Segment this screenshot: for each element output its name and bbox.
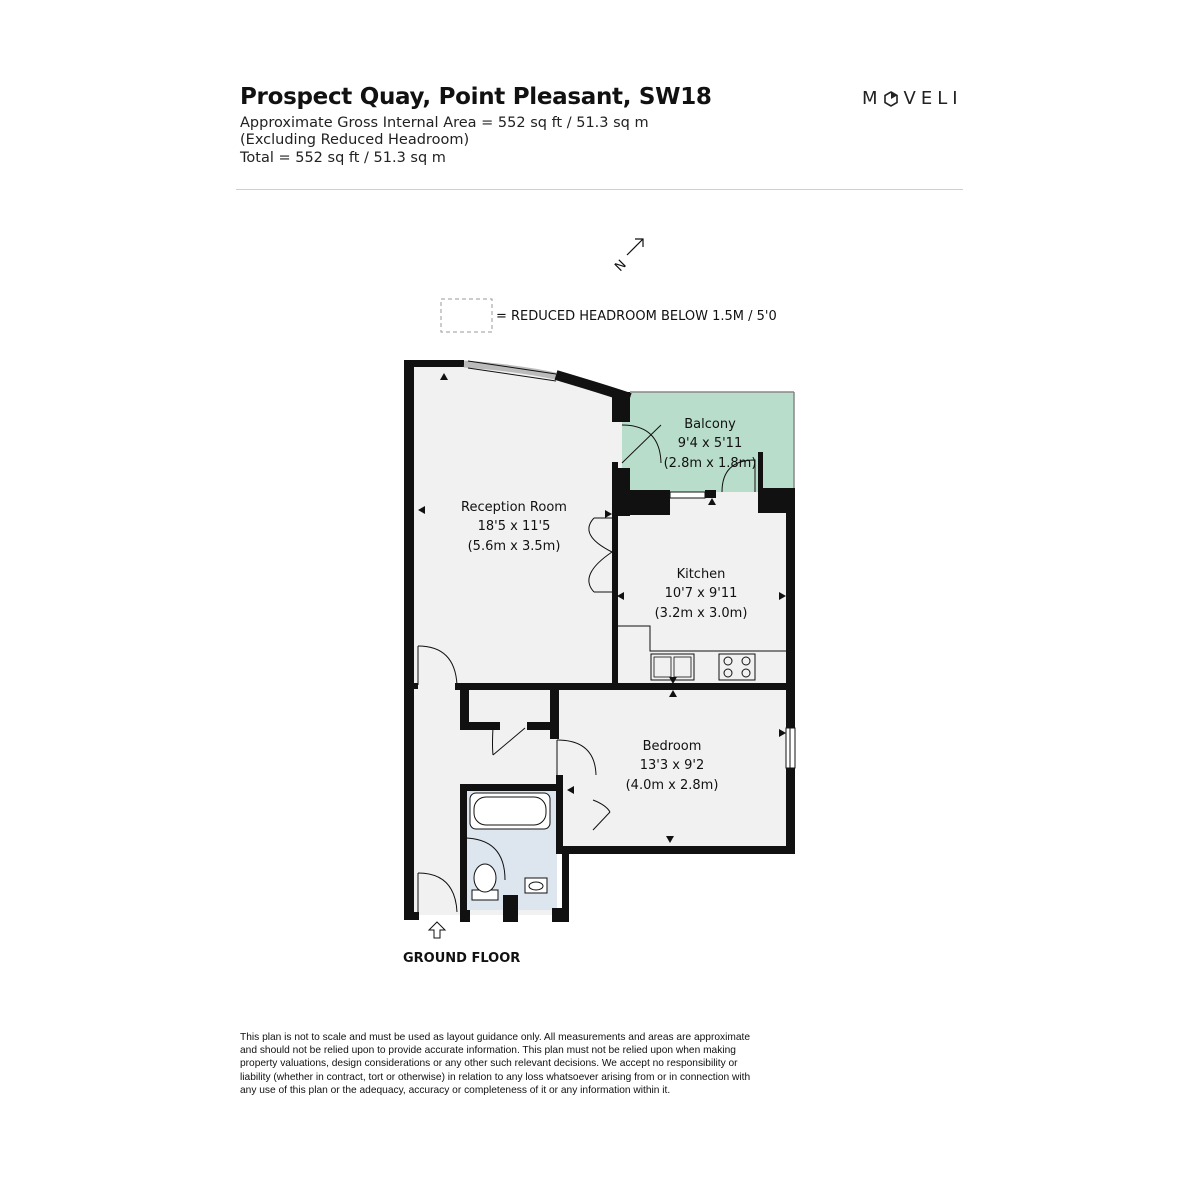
svg-text:13'3 x 9'2: 13'3 x 9'2: [639, 758, 705, 773]
disclaimer: [240, 1031, 820, 1097]
svg-text:18'5 x 11'5: 18'5 x 11'5: [477, 519, 551, 534]
logo-text-start: M: [862, 88, 883, 109]
svg-text:Balcony: Balcony: [684, 417, 736, 432]
svg-text:Bedroom: Bedroom: [642, 739, 702, 754]
total-area-line: Total = 552 sq ft / 51.3 sq m: [240, 150, 446, 166]
disclaimer-line: any use of this plan or the adequacy, accuracy or completeness of it or any information within it.: [240, 1084, 671, 1096]
svg-text:(4.0m x 2.8m): (4.0m x 2.8m): [625, 778, 719, 793]
svg-text:9'4 x 5'11: 9'4 x 5'11: [677, 436, 743, 451]
north-arrow-icon: [612, 239, 643, 275]
bathtub-icon: [470, 793, 550, 829]
disclaimer-line: and should not be relied upon to provide accurate information. This plan must not be relied upon when making: [240, 1045, 736, 1057]
svg-text:(5.6m x 3.5m): (5.6m x 3.5m): [467, 539, 561, 554]
svg-text:Reception Room: Reception Room: [461, 500, 567, 515]
svg-text:(2.8m x 1.8m): (2.8m x 1.8m): [663, 456, 757, 471]
excluding-headroom-line: (Excluding Reduced Headroom): [240, 132, 470, 148]
reduced-headroom-swatch: [441, 299, 492, 332]
entrance-arrow-icon: [429, 922, 445, 938]
washbasin-icon: [525, 878, 547, 893]
toilet-icon: [472, 864, 498, 900]
property-title: Prospect Quay, Point Pleasant, SW18: [240, 84, 712, 110]
disclaimer-line: property valuations, design considerations or any other such relevant decisions. We accept no responsibility or: [240, 1058, 738, 1070]
logo-text-end: VELI: [903, 88, 963, 109]
disclaimer-line: liability (whether in contract, tort or otherwise) in relation to any loss whatsoever arising from or in connection with: [240, 1071, 751, 1083]
disclaimer-line: This plan is not to scale and must be used as layout guidance only. All measurements and areas are approximate: [240, 1032, 751, 1043]
svg-text:(3.2m x 3.0m): (3.2m x 3.0m): [654, 606, 748, 621]
legend-label: = REDUCED HEADROOM BELOW 1.5M / 5'0: [496, 309, 777, 324]
svg-text:Kitchen: Kitchen: [676, 567, 726, 582]
floor-label: GROUND FLOOR: [403, 951, 521, 966]
gross-area-line: Approximate Gross Internal Area = 552 sq ft / 51.3 sq m: [240, 115, 649, 131]
svg-text:10'7 x 9'11: 10'7 x 9'11: [664, 586, 738, 601]
north-label: N: [612, 257, 630, 275]
